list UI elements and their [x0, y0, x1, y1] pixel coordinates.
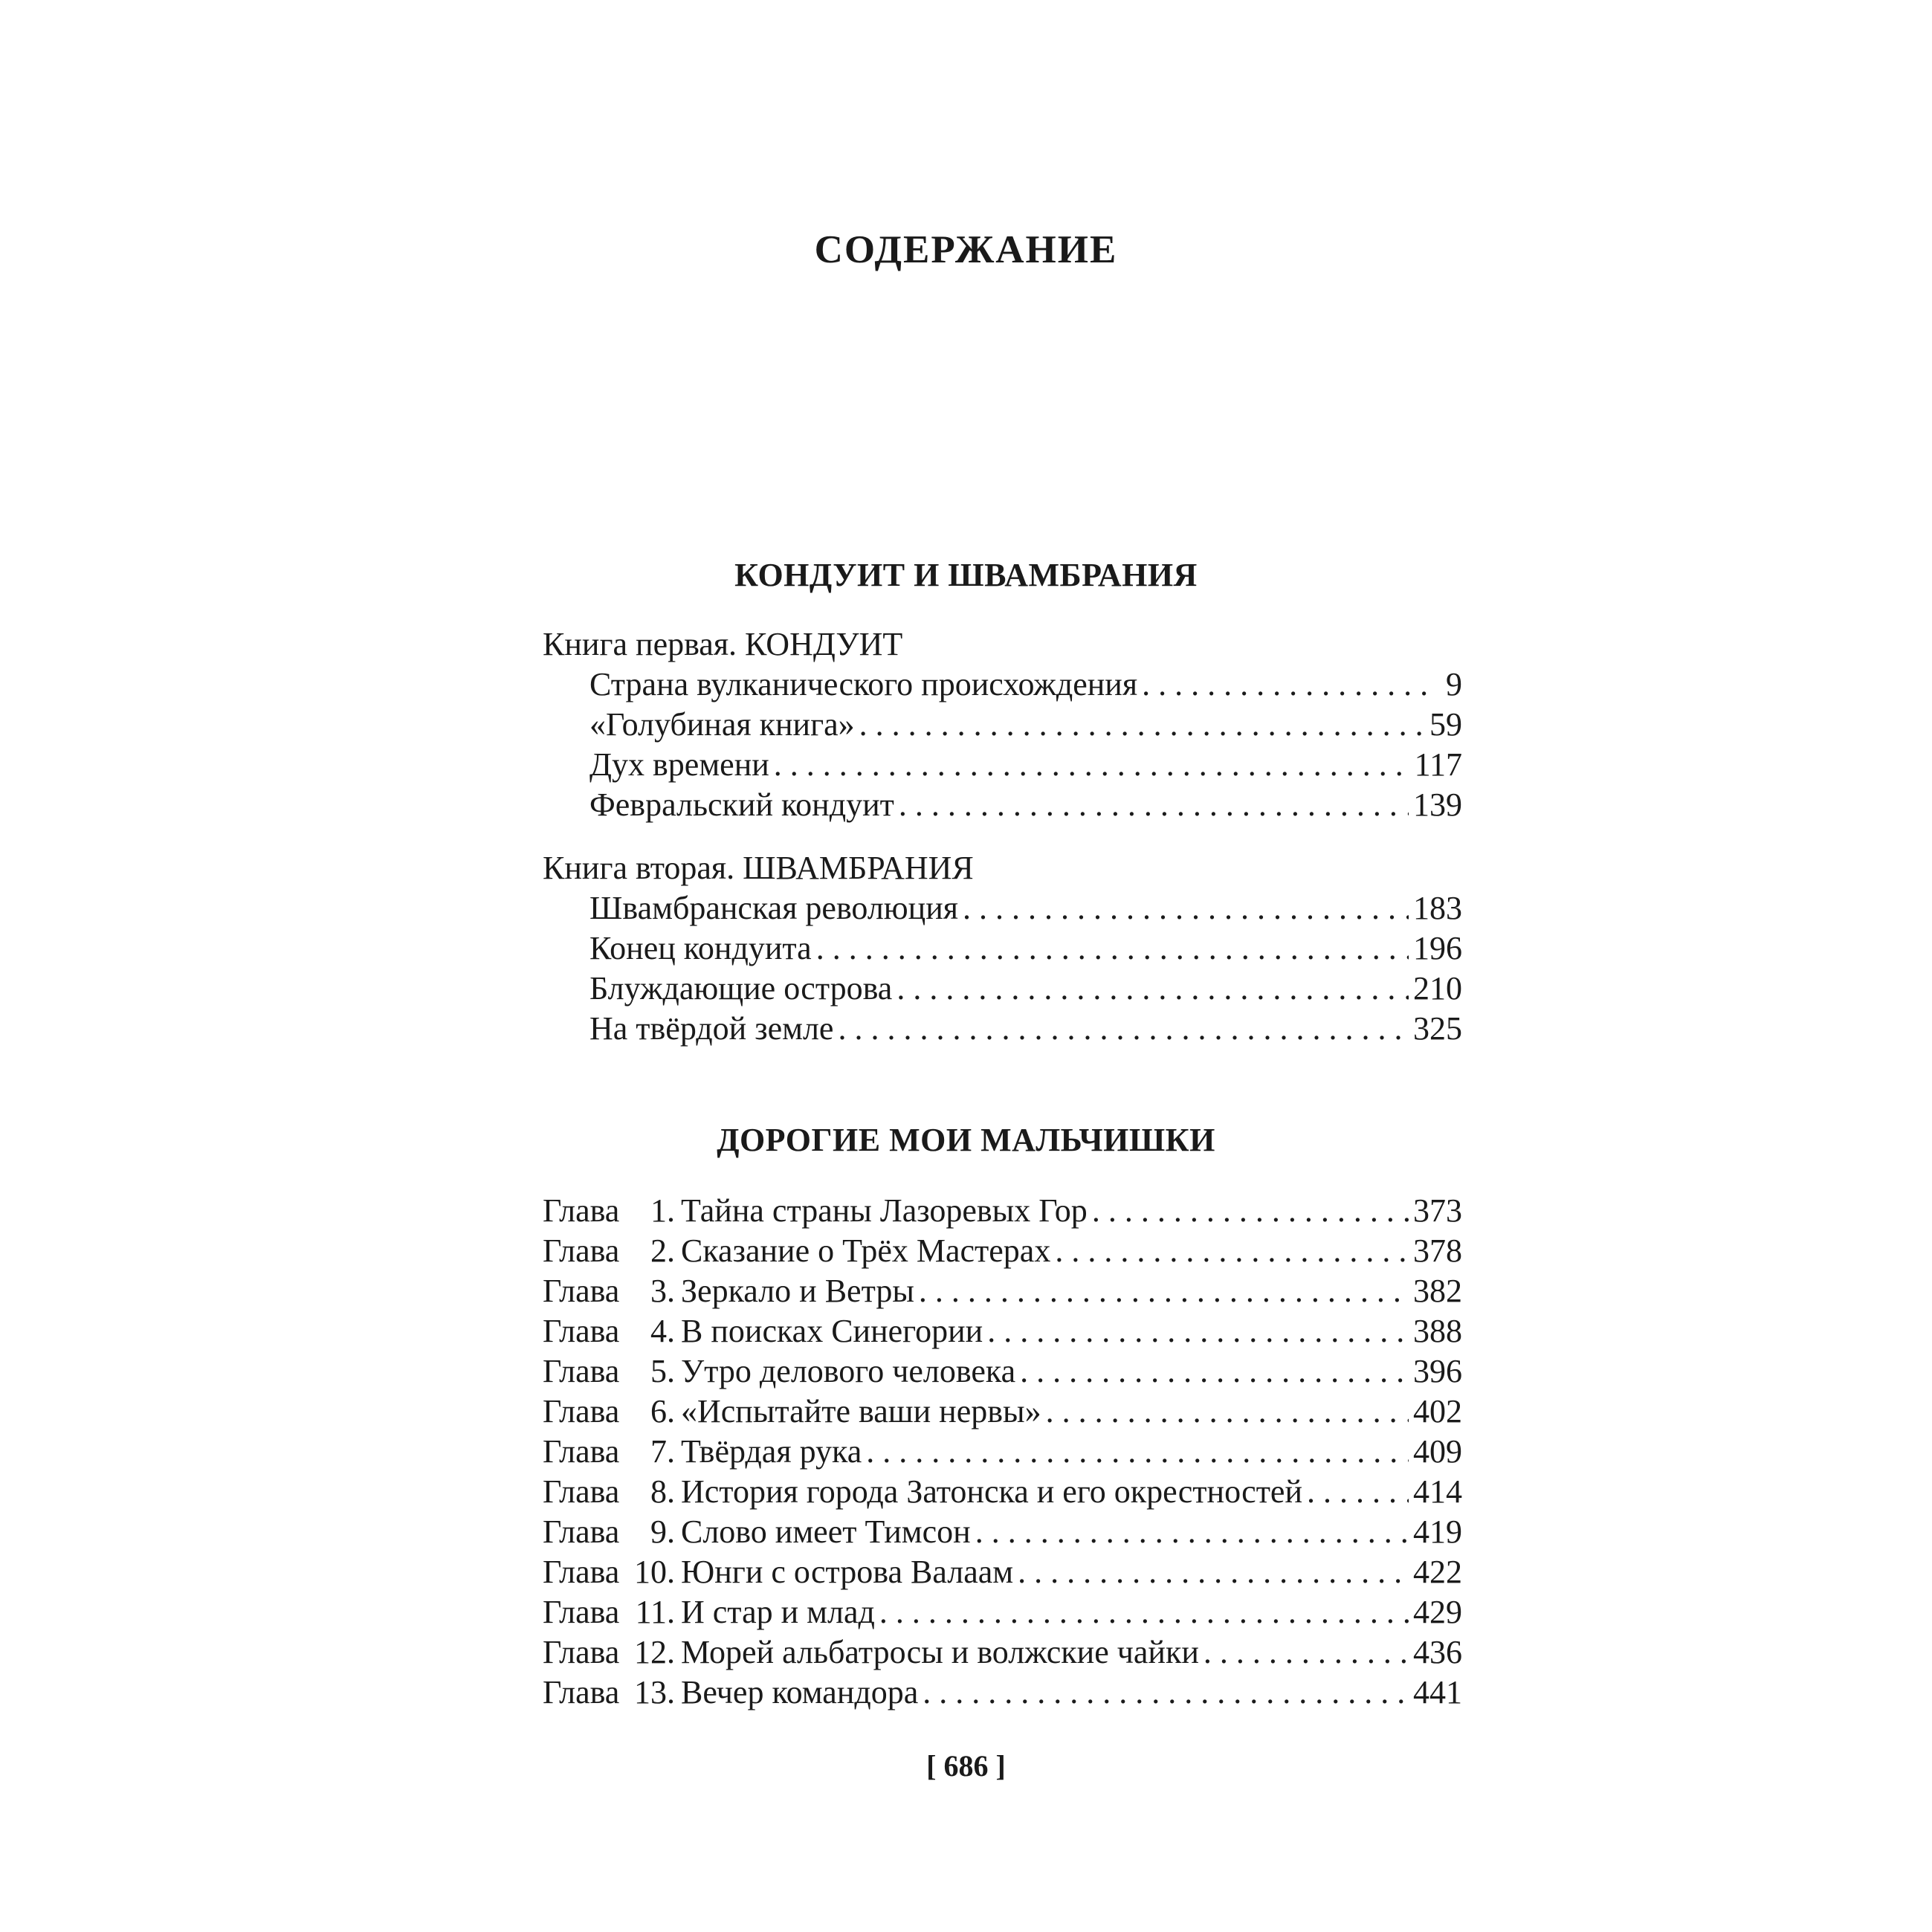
toc-entry-page: 396 [1413, 1353, 1462, 1389]
chapter-word: Глава [543, 1433, 620, 1470]
toc-entry [543, 1191, 1462, 1231]
toc-entry [543, 1592, 1462, 1632]
chapter-word: Глава [543, 1473, 620, 1510]
toc-entry-page: 210 [1413, 970, 1462, 1007]
dot-leader [1204, 1632, 1409, 1673]
dot-leader [1307, 1472, 1409, 1512]
dot-leader [1055, 1231, 1409, 1271]
toc-entry-page: 422 [1413, 1554, 1462, 1590]
toc-entry-title: «Голубиная книга» [589, 706, 855, 743]
toc-entry-title: Юнги с острова Валаам [681, 1554, 1014, 1590]
toc-entry-label [543, 1392, 1041, 1432]
dot-leader [1142, 665, 1428, 705]
page-number: [ 686 ] [926, 1749, 1006, 1783]
book2-heading: Книга вторая. ШВАМБРАНИЯ [543, 850, 974, 886]
dot-leader [879, 1592, 1409, 1632]
chapter-number: 1. [650, 1192, 675, 1229]
toc-entry-title: Слово имеет Тимсон [681, 1513, 971, 1550]
toc-entry-label [543, 1632, 1199, 1673]
dot-leader [923, 1673, 1409, 1713]
chapter-number: 4. [650, 1313, 675, 1349]
toc-entry-title: Сказание о Трёх Мастерах [681, 1232, 1051, 1269]
toc-entry [589, 785, 1462, 825]
page-title: СОДЕРЖАНИЕ [814, 228, 1118, 271]
toc-entry-label [589, 1009, 833, 1049]
toc-entry-label [543, 1512, 971, 1552]
chapter-word: Глава [543, 1513, 620, 1550]
chapter-number: 7. [650, 1433, 675, 1470]
toc-entry-page: 409 [1413, 1433, 1462, 1470]
chapter-word: Глава [543, 1192, 620, 1229]
toc-entry [589, 705, 1462, 745]
toc-entry [543, 1231, 1462, 1271]
toc-entry-label [543, 1351, 1015, 1392]
toc-entry-label [543, 1472, 1302, 1512]
chapter-word: Глава [543, 1273, 620, 1309]
toc-entry-title: Конец кондуита [589, 930, 812, 966]
dot-leader [816, 928, 1409, 969]
toc-entry-page: 419 [1413, 1513, 1462, 1550]
part1-title: КОНДУИТ И ШВАМБРАНИЯ [734, 557, 1198, 593]
toc-entry-page: 183 [1413, 890, 1462, 926]
chapter-word: Глава [543, 1634, 620, 1670]
dot-leader [859, 705, 1425, 745]
toc-entry-label [543, 1432, 862, 1472]
chapter-word: Глава [543, 1313, 620, 1349]
toc-entry [543, 1673, 1462, 1713]
toc-entry-page: 9 [1446, 666, 1462, 702]
chapter-number: 8. [650, 1473, 675, 1510]
toc-entry-label [589, 665, 1137, 705]
toc-entry-title: Швамбранская революция [589, 890, 959, 926]
toc-entry-page: 325 [1413, 1010, 1462, 1047]
toc-entry-title: Вечер командора [681, 1674, 919, 1710]
toc-entry-title: «Испытайте ваши нервы» [681, 1393, 1041, 1429]
chapter-word: Глава [543, 1674, 620, 1710]
dot-leader [987, 1311, 1409, 1351]
toc-entry-page: 441 [1413, 1674, 1462, 1710]
toc-entry-page: 59 [1429, 706, 1462, 743]
toc-entry-page: 429 [1413, 1594, 1462, 1630]
dot-leader [1046, 1392, 1409, 1432]
part2-title: ДОРОГИЕ МОИ МАЛЬЧИШКИ [717, 1122, 1215, 1158]
toc-entry-title: На твёрдой земле [589, 1010, 834, 1047]
toc-entry-title: Зеркало и Ветры [681, 1273, 914, 1309]
toc-entry-label [543, 1552, 1013, 1592]
toc-entry [543, 1512, 1462, 1552]
chapter-number: 5. [650, 1353, 675, 1389]
toc-entry-label [589, 969, 892, 1009]
chapter-word: Глава [543, 1232, 620, 1269]
toc-entry [543, 1351, 1462, 1392]
toc-entry-title: Морей альбатросы и волжские чайки [681, 1634, 1199, 1670]
toc-entry-label [543, 1311, 983, 1351]
dot-leader [866, 1432, 1409, 1472]
toc-entry-title: В поисках Синегории [681, 1313, 983, 1349]
chapter-number: 13. [634, 1674, 675, 1710]
toc-entry-page: 378 [1413, 1232, 1462, 1269]
dot-leader [919, 1271, 1409, 1311]
chapter-number: 9. [650, 1513, 675, 1550]
dot-leader [896, 969, 1409, 1009]
chapter-word: Глава [543, 1393, 620, 1429]
toc-entry [589, 928, 1462, 969]
toc-entry-page: 402 [1413, 1393, 1462, 1429]
toc-entry-title: Утро делового человека [681, 1353, 1016, 1389]
chapter-word: Глава [543, 1594, 620, 1630]
toc-entry [543, 1392, 1462, 1432]
dot-leader [975, 1512, 1409, 1552]
toc-entry [543, 1552, 1462, 1592]
toc-entry-page: 373 [1413, 1192, 1462, 1229]
toc-entry-label [543, 1231, 1050, 1271]
toc-entry-page: 436 [1413, 1634, 1462, 1670]
dot-leader [1092, 1191, 1409, 1231]
toc-entry-label [589, 888, 958, 928]
chapter-word: Глава [543, 1353, 620, 1389]
toc-entry-label [543, 1673, 918, 1713]
toc-entry [543, 1432, 1462, 1472]
toc-entry-label [543, 1592, 875, 1632]
toc-entry-title: Твёрдая рука [681, 1433, 862, 1470]
toc-entry-page: 388 [1413, 1313, 1462, 1349]
chapter-number: 12. [634, 1634, 675, 1670]
toc-entry-label [589, 928, 812, 969]
dot-leader [838, 1009, 1409, 1049]
dot-leader [1018, 1552, 1409, 1592]
toc-entry-title: Февральский кондуит [589, 786, 894, 823]
toc-entry-title: Дух времени [589, 746, 769, 783]
chapter-number: 3. [650, 1273, 675, 1309]
chapter-number: 2. [650, 1232, 675, 1269]
toc-entry [543, 1311, 1462, 1351]
toc-entry-title: Тайна страны Лазоревых Гор [681, 1192, 1088, 1229]
chapter-word: Глава [543, 1554, 620, 1590]
toc-entry-page: 117 [1414, 746, 1462, 783]
toc-entry [589, 665, 1462, 705]
toc-entry-title: Страна вулканического происхождения [589, 666, 1138, 702]
toc-entry-label [543, 1191, 1088, 1231]
toc-entry-page: 139 [1413, 786, 1462, 823]
toc-entry-label [589, 745, 769, 785]
chapter-number: 6. [650, 1393, 675, 1429]
toc-entry-title: Блуждающие острова [589, 970, 893, 1007]
toc-entry [589, 888, 1462, 928]
toc-entry-label [543, 1271, 914, 1311]
toc-entry [589, 969, 1462, 1009]
toc-entry [543, 1632, 1462, 1673]
chapter-number: 11. [635, 1594, 675, 1630]
toc-entry [589, 745, 1462, 785]
dot-leader [899, 785, 1409, 825]
book1-heading: Книга первая. КОНДУИТ [543, 626, 903, 662]
chapter-number: 10. [634, 1554, 675, 1590]
toc-entry [589, 1009, 1462, 1049]
toc-entry [543, 1472, 1462, 1512]
dot-leader [963, 888, 1409, 928]
dot-leader [1020, 1351, 1409, 1392]
dot-leader [774, 745, 1410, 785]
toc-entry-title: И стар и млад [681, 1594, 875, 1630]
toc-entry-title: История города Затонска и его окрестностей [681, 1473, 1302, 1510]
toc-entry-page: 414 [1413, 1473, 1462, 1510]
toc-entry [543, 1271, 1462, 1311]
toc-entry-page: 382 [1413, 1273, 1462, 1309]
toc-entry-label [589, 785, 894, 825]
toc-entry-page: 196 [1413, 930, 1462, 966]
toc-entry-label [589, 705, 855, 745]
